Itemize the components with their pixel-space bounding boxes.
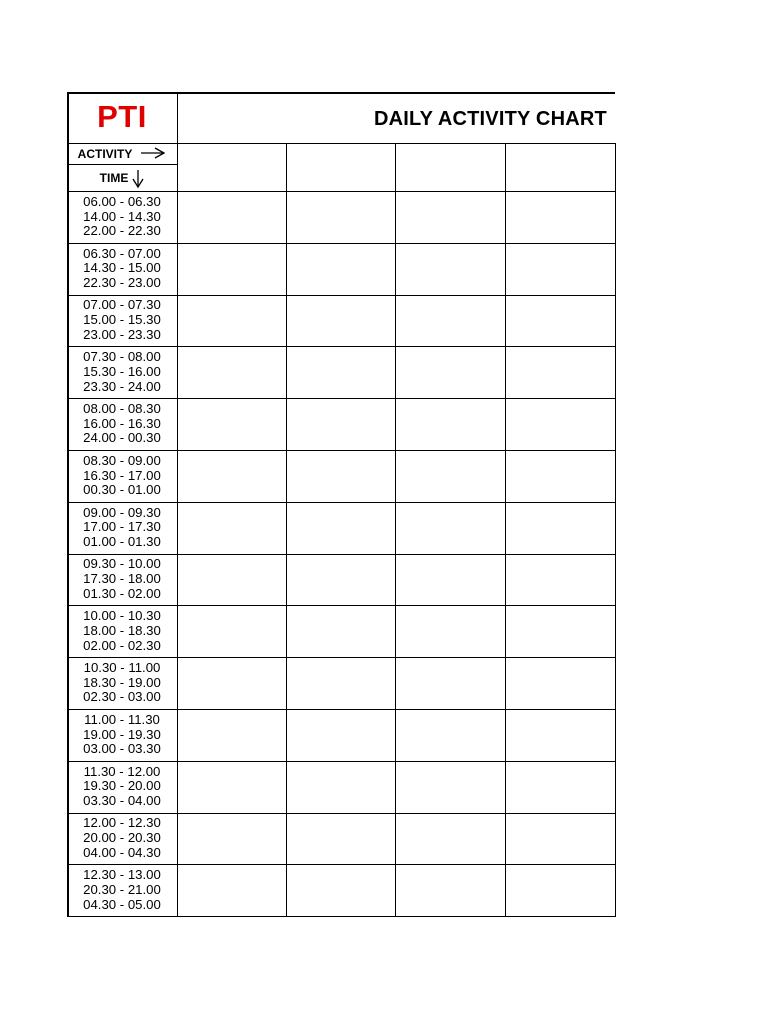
row-line [67,191,615,192]
activity-entry-cell[interactable] [287,451,395,502]
time-slot-label: 23.30 - 24.00 [83,378,161,394]
time-slot-label: 15.30 - 16.00 [83,363,161,379]
activity-entry-cell[interactable] [287,865,395,916]
activity-entry-cell[interactable] [287,606,395,657]
activity-entry-cell[interactable] [506,710,615,761]
time-slot-label: 04.00 - 04.30 [83,844,161,860]
header-divider [177,92,178,144]
time-slot-cell [67,554,177,606]
activity-entry-cell[interactable] [506,814,615,865]
row-line [67,657,615,658]
activity-entry-cell[interactable] [178,555,286,606]
activity-entry-cell[interactable] [178,814,286,865]
time-slot-label: 23.00 - 23.30 [83,326,161,342]
activity-entry-cell[interactable] [178,710,286,761]
time-slot-label: 14.30 - 15.00 [83,260,161,276]
time-slot-label: 19.00 - 19.30 [83,726,161,742]
activity-entry-cell[interactable] [287,555,395,606]
activity-entry-cell[interactable] [506,347,615,398]
activity-entry-cell[interactable] [178,503,286,554]
time-slot-cell [67,813,177,865]
time-slot-cell [67,243,177,295]
activity-entry-cell[interactable] [396,762,505,813]
activity-entry-cell[interactable] [396,503,505,554]
time-slot-label: 04.30 - 05.00 [83,896,161,912]
activity-entry-cell[interactable] [506,865,615,916]
row-line [67,605,615,606]
time-slot-label: 10.30 - 11.00 [83,660,161,676]
title-cell [177,92,615,144]
activity-entry-cell[interactable] [506,606,615,657]
column-line [395,143,396,917]
time-slot-label: 16.30 - 17.00 [83,467,161,483]
time-slot-cell [67,761,177,813]
time-slot-cell [67,864,177,916]
column-line [505,143,506,917]
row-line [67,709,615,710]
activity-entry-cell[interactable] [178,606,286,657]
activity-entry-cell[interactable] [178,658,286,709]
activity-entry-cell[interactable] [287,814,395,865]
activity-header [67,144,177,164]
time-slot-label: 12.00 - 12.30 [83,815,161,831]
activity-entry-cell[interactable] [287,244,395,295]
activity-entry-cell[interactable] [178,399,286,450]
time-slot-label: 02.30 - 03.00 [83,689,161,705]
column-line [615,143,616,917]
activity-entry-cell[interactable] [396,555,505,606]
time-slot-label: 18.00 - 18.30 [83,622,161,638]
activity-entry-cell[interactable] [178,762,286,813]
time-header [67,165,177,191]
time-slot-cell [67,709,177,761]
row-line [67,398,615,399]
activity-entry-cell[interactable] [396,814,505,865]
time-slot-label: 12.30 - 13.00 [83,867,161,883]
time-slot-label: 17.00 - 17.30 [83,519,161,535]
row-line [67,554,615,555]
time-label: TIME [99,171,129,185]
column-line [286,143,287,917]
activity-entry-cell[interactable] [506,555,615,606]
time-slot-label: 10.00 - 10.30 [83,608,161,624]
chart-title: DAILY ACTIVITY CHART [374,108,607,130]
activity-entry-cell[interactable] [287,347,395,398]
column-line [177,143,178,917]
time-slot-label: 08.00 - 08.30 [83,401,161,417]
row-line [67,813,615,814]
time-slot-cell [67,657,177,709]
activity-entry-cell[interactable] [396,865,505,916]
activity-entry-cell[interactable] [287,399,395,450]
time-slot-label: 19.30 - 20.00 [83,778,161,794]
time-slot-label: 00.30 - 01.00 [83,482,161,498]
time-slot-cell [67,346,177,398]
time-slot-label: 22.30 - 23.00 [83,275,161,291]
activity-entry-cell[interactable] [178,244,286,295]
row-line [67,864,615,865]
activity-entry-cell[interactable] [506,762,615,813]
header-bottom-line [67,143,615,144]
activity-entry-cell[interactable] [178,192,286,243]
time-slot-label: 15.00 - 15.30 [83,312,161,328]
time-slot-label: 06.00 - 06.30 [83,193,161,209]
activity-entry-cell[interactable] [506,658,615,709]
activity-entry-cell[interactable] [506,296,615,347]
row-line [67,916,615,917]
time-slot-label: 14.00 - 14.30 [83,208,161,224]
time-slot-label: 03.30 - 04.00 [83,793,161,809]
time-slot-label: 01.30 - 02.00 [83,585,161,601]
activity-entry-cell[interactable] [396,347,505,398]
time-slot-cell [67,295,177,347]
activity-entry-cell[interactable] [287,658,395,709]
activity-entry-cell[interactable] [287,296,395,347]
row-line [67,502,615,503]
table-left-border [67,92,69,917]
time-slot-label: 11.00 - 11.30 [84,711,160,727]
activity-entry-cell[interactable] [396,606,505,657]
time-slot-label: 24.00 - 00.30 [83,430,161,446]
time-slot-label: 02.00 - 02.30 [83,637,161,653]
time-slot-cell [67,450,177,502]
time-slot-label: 20.30 - 21.00 [83,881,161,897]
activity-entry-cell[interactable] [396,244,505,295]
time-slot-label: 11.30 - 12.00 [83,763,161,779]
activity-entry-cell[interactable] [396,399,505,450]
activity-entry-cell[interactable] [396,451,505,502]
activity-entry-cell[interactable] [287,710,395,761]
time-slot-label: 16.00 - 16.30 [83,415,161,431]
row-line [67,243,615,244]
time-slot-cell [67,398,177,450]
time-slot-label: 07.30 - 08.00 [83,349,161,365]
activity-entry-cell[interactable] [178,865,286,916]
activity-entry-cell[interactable] [506,244,615,295]
time-slot-label: 03.00 - 03.30 [83,741,161,757]
activity-label: ACTIVITY [77,147,133,161]
time-slot-label: 01.00 - 01.30 [83,534,161,550]
time-slot-label: 22.00 - 22.30 [83,223,161,239]
activity-entry-cell[interactable] [506,192,615,243]
time-slot-label: 09.30 - 10.00 [83,556,161,572]
activity-entry-cell[interactable] [506,503,615,554]
arrow-right-icon [140,147,166,162]
time-slot-label: 07.00 - 07.30 [83,297,161,313]
time-slot-label: 18.30 - 19.00 [83,674,161,690]
activity-entry-cell[interactable] [396,658,505,709]
pti-logo: PTI [97,99,147,134]
time-slot-cell [67,191,177,243]
time-slot-label: 20.00 - 20.30 [83,830,161,846]
activity-entry-cell[interactable] [178,347,286,398]
row-line [67,761,615,762]
row-line [67,295,615,296]
activity-time-divider [67,164,177,165]
activity-entry-cell[interactable] [396,710,505,761]
arrow-down-icon [132,169,144,192]
activity-entry-cell[interactable] [178,451,286,502]
time-slot-cell [67,502,177,554]
time-slot-label: 06.30 - 07.00 [83,245,161,261]
activity-entry-cell[interactable] [178,296,286,347]
table-top-border [67,92,615,94]
row-line [67,450,615,451]
time-slot-label: 09.00 - 09.30 [83,504,161,520]
activity-entry-cell[interactable] [287,503,395,554]
activity-entry-cell[interactable] [287,192,395,243]
time-slot-label: 17.30 - 18.00 [83,571,161,587]
activity-entry-cell[interactable] [396,296,505,347]
time-slot-label: 08.30 - 09.00 [83,452,161,468]
activity-entry-cell[interactable] [287,762,395,813]
time-slot-cell [67,605,177,657]
row-line [67,346,615,347]
activity-entry-cell[interactable] [506,399,615,450]
activity-entry-cell[interactable] [396,192,505,243]
activity-entry-cell[interactable] [506,451,615,502]
